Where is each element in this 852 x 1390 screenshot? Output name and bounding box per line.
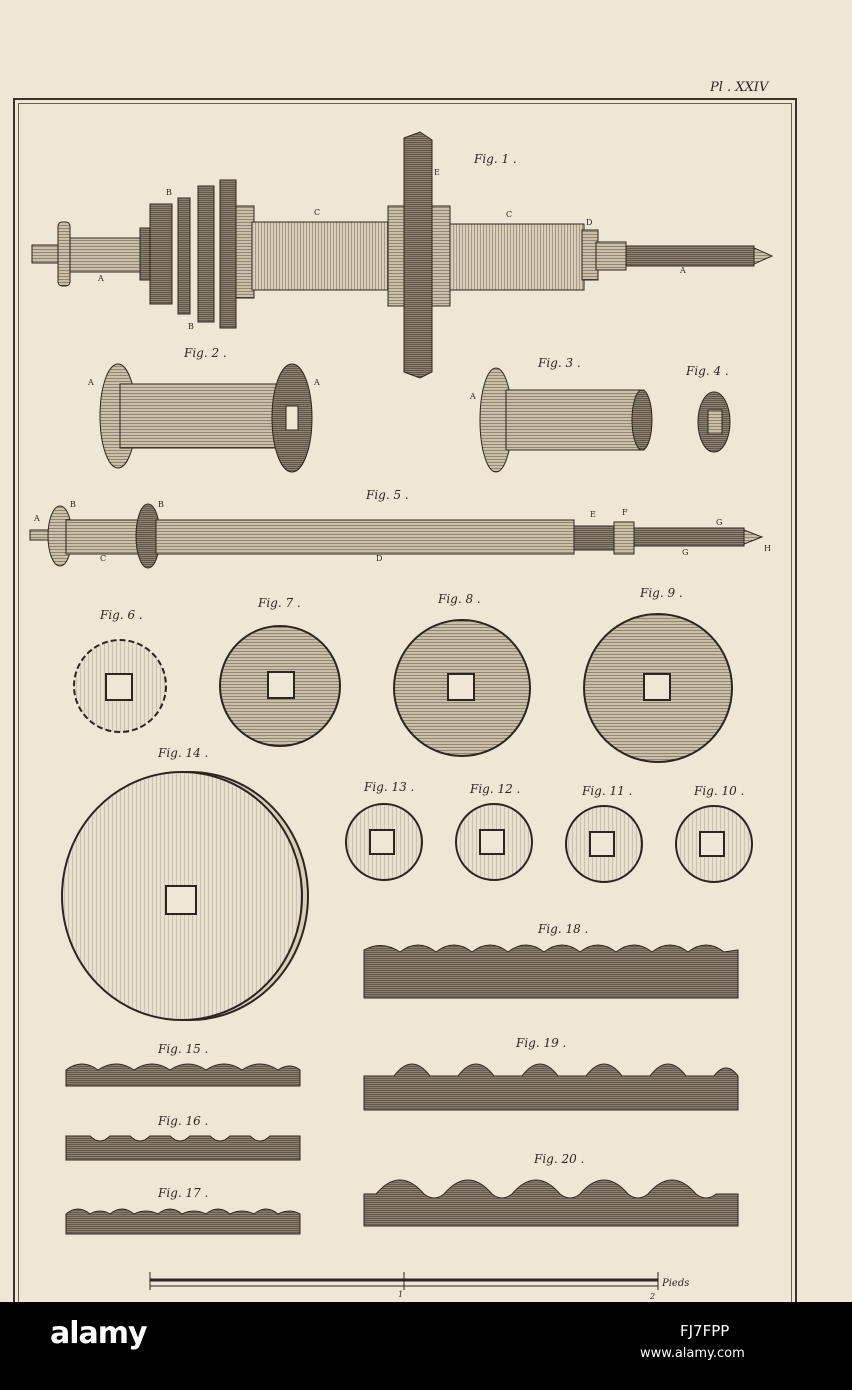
letter-c: C	[314, 208, 321, 217]
letter-b: B	[70, 500, 76, 509]
fig13-label: Fig. 13 .	[364, 780, 415, 794]
letter-c: C	[100, 554, 107, 563]
fig8-cutter	[394, 620, 530, 756]
plate-number: Pl . XXIV	[710, 80, 769, 95]
fig6-label: Fig. 6 .	[100, 608, 143, 622]
letter-c: C	[506, 210, 513, 219]
fig14-label: Fig. 14 .	[158, 746, 209, 760]
fig12-label: Fig. 12 .	[470, 782, 521, 796]
fig17-label: Fig. 17 .	[158, 1186, 209, 1200]
fig20-profile	[364, 1180, 738, 1226]
fig20-label: Fig. 20 .	[534, 1152, 585, 1166]
fig19-label: Fig. 19 .	[516, 1036, 567, 1050]
fig3-label: Fig. 3 .	[538, 356, 581, 370]
fig10-disc	[676, 806, 752, 882]
fig5-arbor	[30, 504, 762, 568]
fig11-label: Fig. 11 .	[582, 784, 633, 798]
fig8-label: Fig. 8 .	[438, 592, 481, 606]
fig5-label: Fig. 5 .	[366, 488, 409, 502]
fig16-profile	[66, 1136, 300, 1160]
fig4-label: Fig. 4 .	[686, 364, 729, 378]
letter-b: B	[188, 322, 194, 331]
letter-d: D	[376, 554, 383, 563]
fig4-nut	[698, 392, 730, 452]
fig1-label: Fig. 1 .	[474, 152, 517, 166]
fig13-disc	[346, 804, 422, 880]
fig16-label: Fig. 16 .	[158, 1114, 209, 1128]
scale-unit-label: Pieds	[662, 1278, 690, 1289]
fig12-disc	[456, 804, 532, 880]
fig3-sleeve	[480, 368, 652, 472]
fig7-label: Fig. 7 .	[258, 596, 301, 610]
letter-e: E	[590, 510, 596, 519]
letter-e: E	[434, 168, 440, 177]
letter-g: G	[682, 548, 689, 557]
scale-tick-2: 2	[650, 1292, 656, 1301]
fig14-large-disc	[62, 772, 308, 1020]
letter-f: F	[622, 508, 628, 517]
letter-g: G	[716, 518, 723, 527]
fig2-bobbin	[100, 364, 312, 472]
fig18-profile	[364, 945, 738, 998]
fig9-label: Fig. 9 .	[640, 586, 683, 600]
letter-a: A	[470, 392, 476, 401]
fig15-label: Fig. 15 .	[158, 1042, 209, 1056]
fig9-cutter	[584, 614, 732, 762]
letter-a: A	[680, 266, 686, 275]
fig15-profile	[66, 1064, 300, 1086]
letter-b: B	[166, 188, 172, 197]
image-code: FJ7FPP	[680, 1322, 730, 1340]
scale-bar	[150, 1272, 658, 1290]
alamy-logo: alamy	[50, 1316, 147, 1351]
fig2-label: Fig. 2 .	[184, 346, 227, 360]
letter-d: D	[586, 218, 593, 227]
letter-h: H	[764, 544, 771, 553]
scale-tick-1: 1	[398, 1290, 404, 1299]
fig17-profile	[66, 1209, 300, 1234]
fig10-label: Fig. 10 .	[694, 784, 745, 798]
letter-b: B	[158, 500, 164, 509]
watermark-url: www.alamy.com	[640, 1346, 745, 1361]
letter-a: A	[34, 514, 40, 523]
fig18-label: Fig. 18 .	[538, 922, 589, 936]
letter-a: A	[88, 378, 94, 387]
letter-a: A	[98, 274, 104, 283]
fig7-cutter	[220, 626, 340, 746]
fig11-disc	[566, 806, 642, 882]
letter-a: A	[314, 378, 320, 387]
fig6-cutter	[74, 640, 166, 732]
fig19-profile	[364, 1064, 738, 1110]
fig1-spindle	[32, 132, 772, 378]
